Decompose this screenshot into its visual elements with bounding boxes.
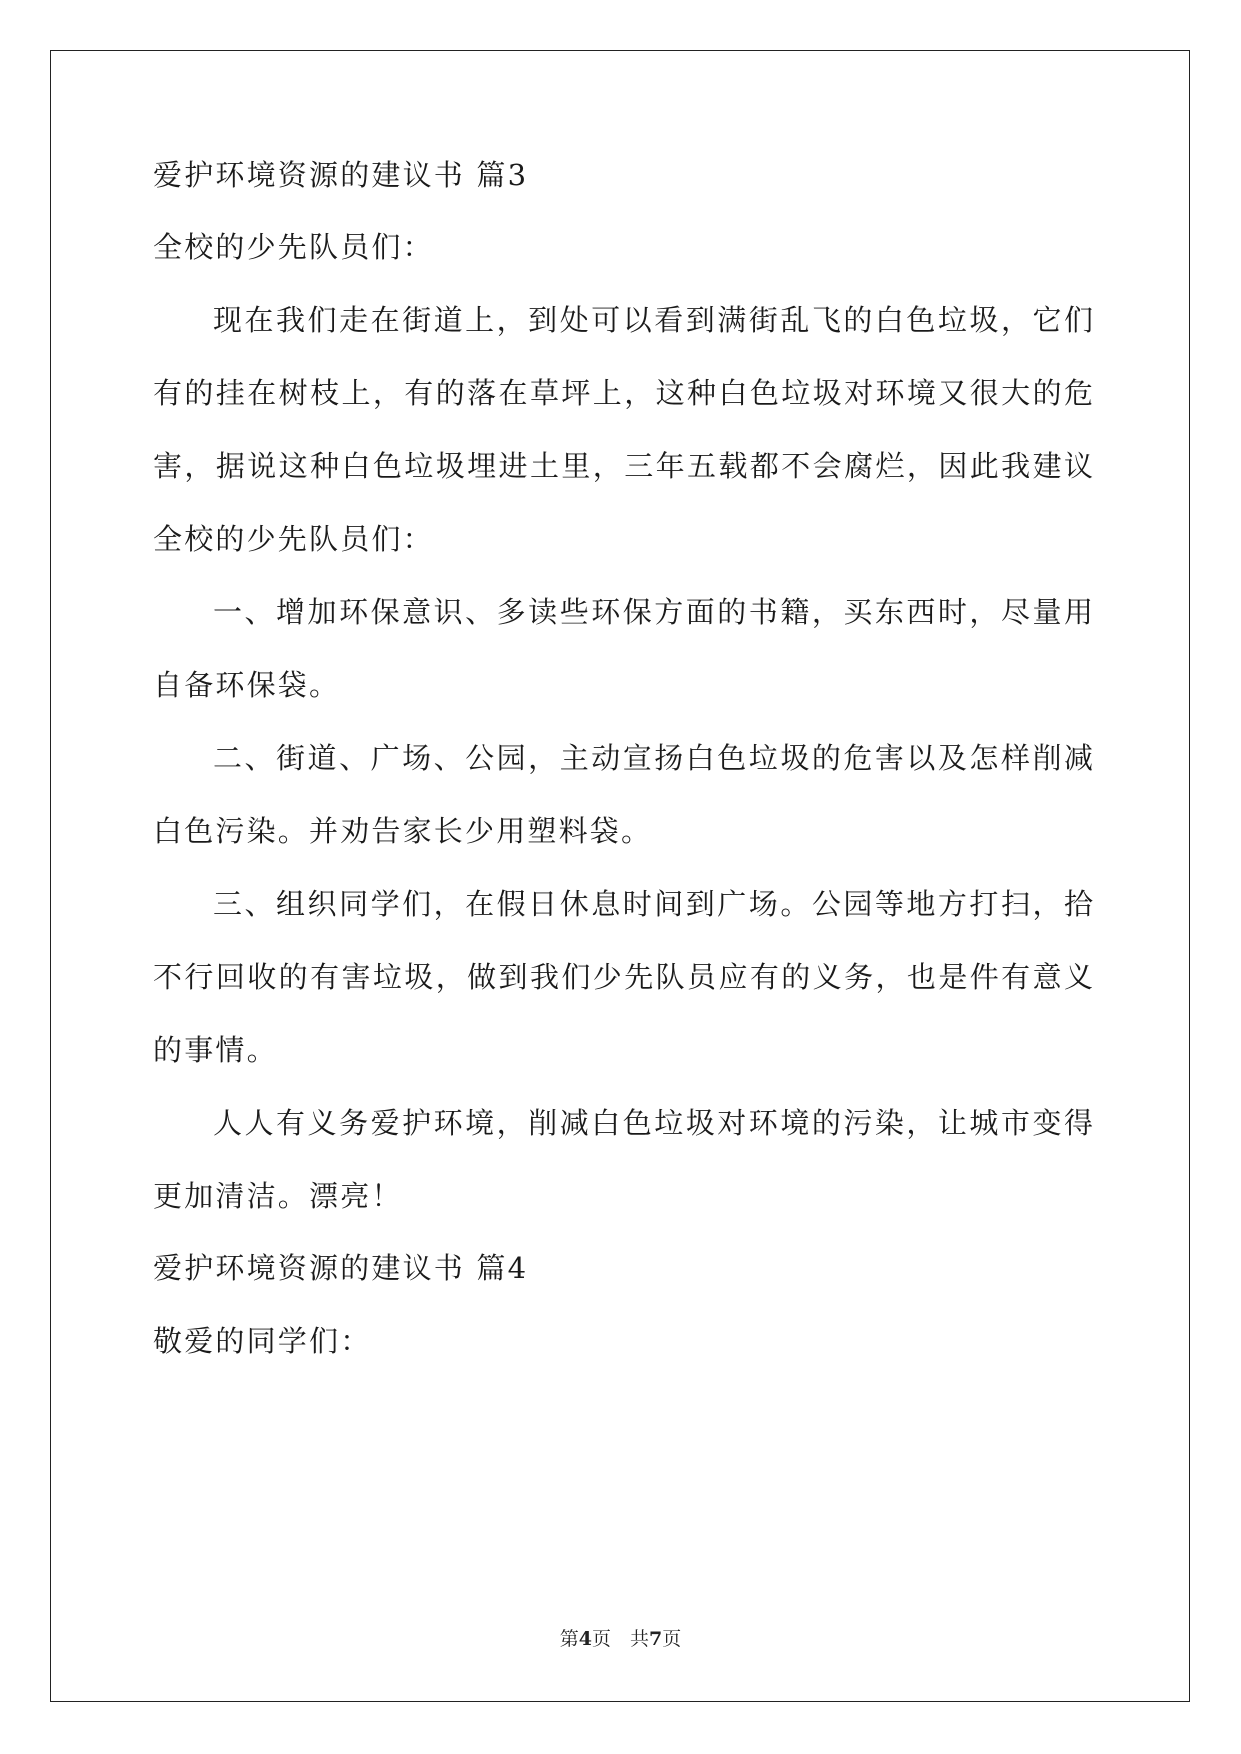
paragraph-line: 有的挂在树枝上，有的落在草坪上，这种白色垃圾对环境又很大的危 (153, 376, 1093, 410)
footer-middle: 页 共 (591, 1628, 649, 1650)
paragraph-line: 全校的少先队员们： (153, 522, 434, 556)
paragraph-line: 不行回收的有害垃圾，做到我们少先队员应有的义务，也是件有意义 (153, 960, 1093, 994)
page-number-footer (0, 1627, 1241, 1651)
footer-prefix: 第 (559, 1628, 579, 1650)
section-heading-4: 爱护环境资源的建议书 篇4 (153, 1251, 529, 1285)
paragraph-line: 的事情。 (153, 1033, 278, 1067)
current-page-number: 4 (578, 1628, 592, 1650)
paragraph-line: 三、组织同学们，在假日休息时间到广场。公园等地方打扫，拾 (213, 887, 1093, 921)
paragraph-line: 现在我们走在街道上，到处可以看到满街乱飞的白色垃圾，它们 (213, 303, 1093, 337)
section-heading-3: 爱护环境资源的建议书 篇3 (153, 158, 529, 192)
paragraph-line: 白色污染。并劝告家长少用塑料袋。 (153, 814, 653, 848)
paragraph-line: 害，据说这种白色垃圾埋进土里，三年五载都不会腐烂，因此我建议 (153, 449, 1093, 483)
salutation-line: 敬爱的同学们： (153, 1324, 372, 1358)
footer-suffix: 页 (662, 1628, 682, 1650)
paragraph-line: 一、增加环保意识、多读些环保方面的书籍，买东西时，尽量用 (213, 595, 1093, 629)
page-border (50, 50, 1190, 1702)
salutation-line: 全校的少先队员们： (153, 230, 434, 264)
total-page-count: 7 (649, 1628, 663, 1650)
paragraph-line: 更加清洁。漂亮！ (153, 1179, 403, 1213)
paragraph-line: 二、街道、广场、公园，主动宣扬白色垃圾的危害以及怎样削减 (213, 741, 1093, 775)
paragraph-line: 自备环保袋。 (153, 668, 341, 702)
paragraph-line: 人人有义务爱护环境，削减白色垃圾对环境的污染，让城市变得 (213, 1106, 1093, 1140)
